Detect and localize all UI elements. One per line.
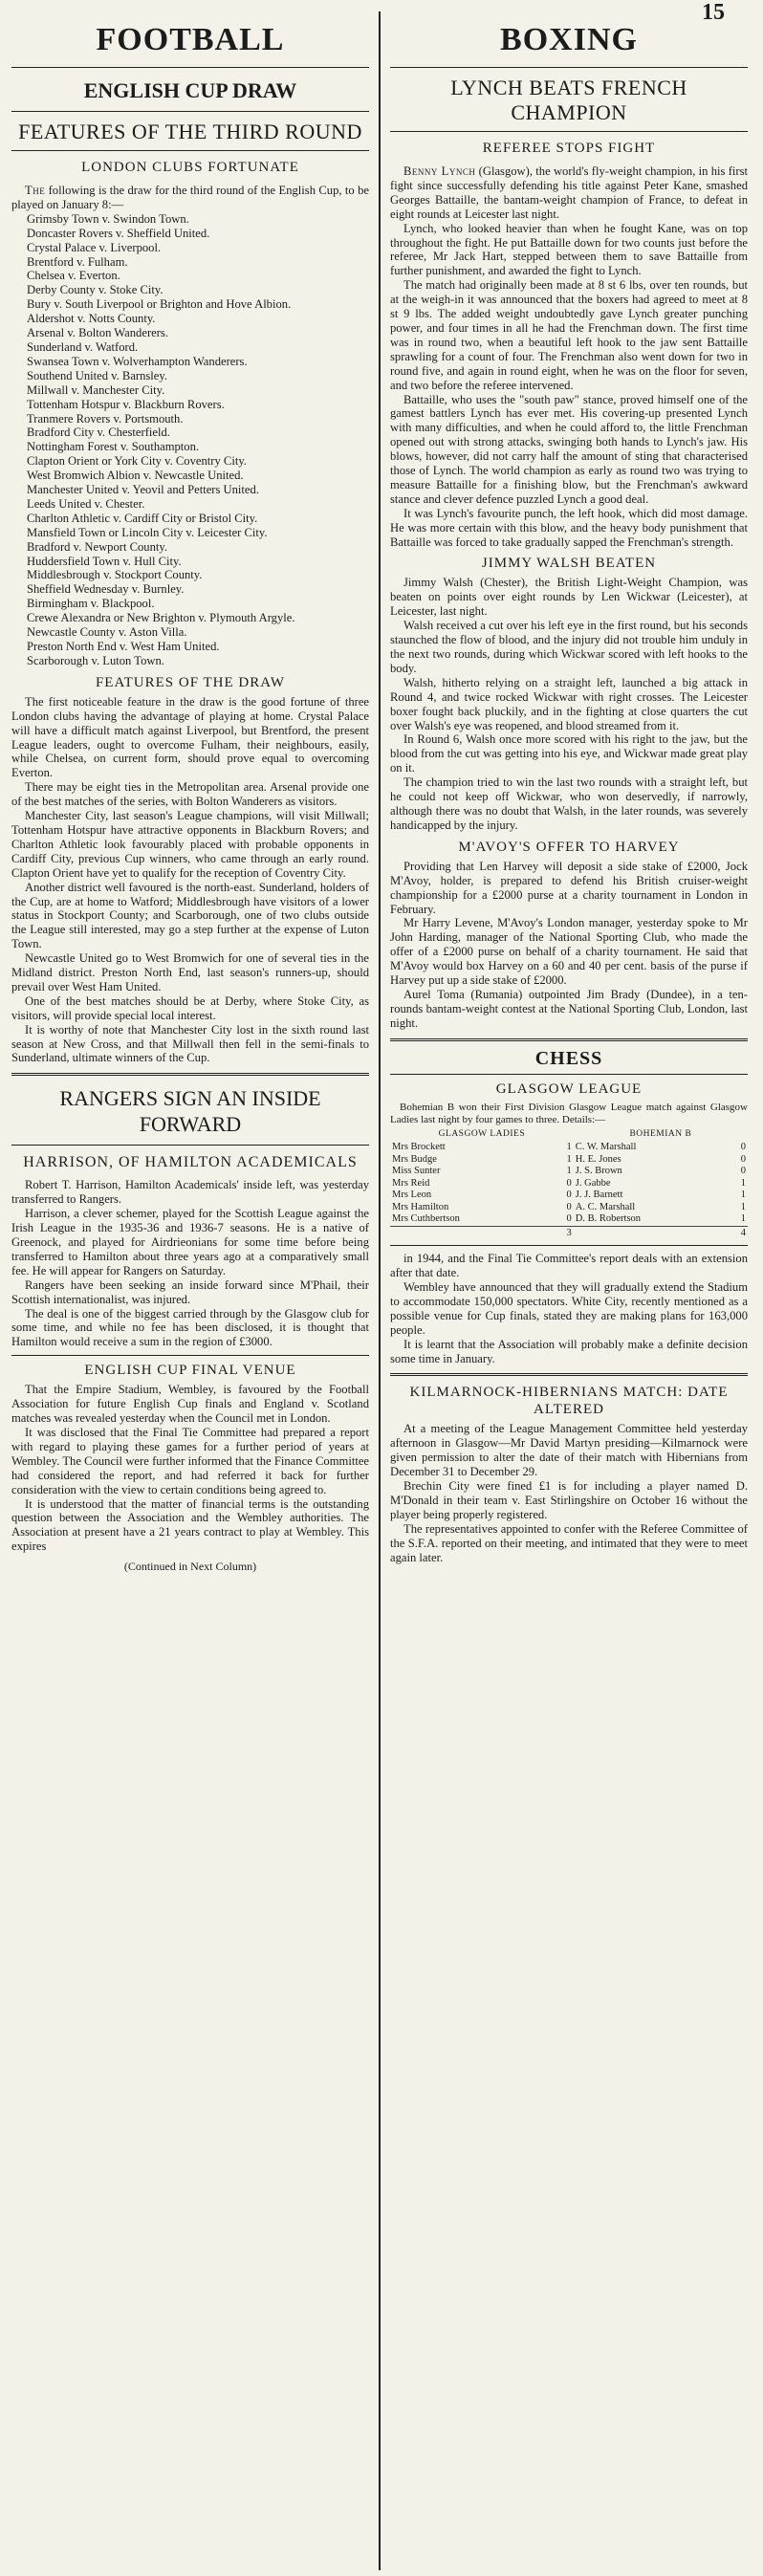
rangers-body xyxy=(11,1178,369,1349)
divider-rule xyxy=(390,67,748,68)
cup-venue-paragraph: in 1944, and the Final Tie Committee's report deals with an extension after that date. xyxy=(390,1252,748,1280)
fixture-item: Tranmere Rovers v. Portsmouth. xyxy=(27,411,184,426)
features-paragraph: The first noticeable feature in the draw is the good fortune of three London clubs having the advantage of playing at home. Crystal Palace will have a difficult match against Liverpool, but Brentford, the present League leaders, ought to overcome Fulham, their neighbours, easily, while Chelsea, on current form, should prove equal to overcoming Everton. xyxy=(11,694,369,780)
fixture-list xyxy=(11,212,369,668)
divider-rule xyxy=(390,131,748,132)
kilmarnock-paragraph: Brechin City were fined £1 is for including a player named D. M'Donald in their team v. East Stirlingshire on October 16 without the player being properly registered. xyxy=(390,1479,748,1521)
chess-score-bohemian: 1 xyxy=(740,1213,746,1225)
referee-subhead: REFEREE STOPS FIGHT xyxy=(482,141,656,156)
chess-score-ladies: 0 xyxy=(566,1201,572,1212)
lynch-paragraph: Battaille, who uses the "south paw" stance, proved himself one of the gamest battlers Lynch has ever met. His covering-up presented Lynch with many difficulties, and when he could afford to, the little Frenchman opened out with strong attacks, swinging both hands to Lynch's jaw. His blows, however, did not carry half the amount of sting that characterised those of Lynch. The world champion as early as round two was trying to measure Battaille for a finishing blow, but the Frenchman's awkward stance and clever defence puzzled Lynch a good deal. xyxy=(390,392,748,506)
right-column xyxy=(381,11,759,2570)
left-column xyxy=(0,11,379,2570)
final-venue-paragraph: It was disclosed that the Final Tie Committee had prepared a report with regard to playing these games for a further period of years at Wembley. The Council were further informed that the Finance Committee had considered the report, and had referred it back for further consideration with the view to certain conditions being agreed to. xyxy=(11,1425,369,1496)
divider-rule xyxy=(11,1073,369,1076)
lynch-body xyxy=(390,222,748,550)
kilmarnock-paragraph: At a meeting of the League Management Committee held yesterday afternoon in Glasgow—Mr David Martyn presiding—Kilmarnock were given permission to alter the date of their match with Hibernians from December 31 to December 29. xyxy=(390,1422,748,1479)
chess-row xyxy=(390,1190,748,1202)
divider-rule xyxy=(11,1145,369,1146)
chess-row xyxy=(390,1166,748,1178)
continued-note: (Continued in Next Column) xyxy=(123,1560,257,1574)
walsh-paragraph: The champion tried to win the last two rounds with a straight left, but he could not keep off Wickwar, who won deservedly, if narrowly, although there was no doubt that Walsh, in the later rounds, was severely handicapped by the injury. xyxy=(390,775,748,832)
kilmarnock-headline: KILMARNOCK-HIBERNIANS MATCH: DATE ALTERED xyxy=(409,1385,729,1418)
chess-score-ladies: 0 xyxy=(566,1177,572,1189)
football-section-title: FOOTBALL xyxy=(96,22,285,57)
chess-score-ladies: 1 xyxy=(566,1166,572,1177)
fixture-item: Manchester United v. Yeovil and Petters United. xyxy=(27,483,259,497)
walsh-body xyxy=(390,576,748,832)
divider-rule xyxy=(11,67,369,68)
chess-results-table xyxy=(390,1128,748,1240)
chess-player-bohemian: J. Gabbe xyxy=(575,1177,611,1189)
chess-row xyxy=(390,1142,748,1154)
rangers-subhead: HARRISON, OF HAMILTON ACADEMICALS xyxy=(23,1154,358,1171)
chess-player-bohemian: C. W. Marshall xyxy=(575,1142,637,1153)
fixture-item: Crystal Palace v. Liverpool. xyxy=(27,240,162,254)
chess-col-ladies: GLASGOW LADIES xyxy=(438,1128,526,1139)
fixture-item: Nottingham Forest v. Southampton. xyxy=(27,440,200,454)
mavoy-paragraph: Providing that Len Harvey will deposit a side stake of £2000, Jock M'Avoy, holder, is prepared to defend his British cruiser-weight championship for a £2000 purse at a charity tournament in London in February. xyxy=(390,859,748,916)
fixture-item: West Bromwich Albion v. Newcastle United. xyxy=(27,469,244,483)
chess-rows xyxy=(390,1142,748,1226)
fixture-item: Bury v. South Liverpool or Brighton and Hove Albion. xyxy=(27,297,292,312)
features-paragraph: There may be eight ties in the Metropolitan area. Arsenal provide one of the best matches of the series, with Bolton Wanderers as visitors. xyxy=(11,780,369,809)
fixture-item: Chelsea v. Everton. xyxy=(27,269,120,283)
chess-score-bohemian: 0 xyxy=(740,1166,746,1177)
lynch-intro xyxy=(390,164,748,222)
fixture-item: Preston North End v. West Ham United. xyxy=(27,640,220,653)
kilmarnock-paragraph: The representatives appointed to confer with the Referee Committee of the S.F.A. reported on their meeting, and intimated that they were to meet again later. xyxy=(390,1521,748,1564)
fixture-item: Crewe Alexandra or New Brighton v. Plymouth Argyle. xyxy=(27,611,295,625)
chess-player-bohemian: A. C. Marshall xyxy=(575,1201,636,1212)
kilmarnock-body xyxy=(390,1422,748,1564)
chess-col-bohemian: BOHEMIAN B xyxy=(629,1128,692,1139)
cup-venue-paragraph: Wembley have announced that they will gradually extend the Stadium to accommodate 150,000 spectators. White City, recently mentioned as a possible venue for Cup finals, stated they are making plans for 163,000 people. xyxy=(390,1279,748,1337)
chess-score-bohemian: 0 xyxy=(740,1153,746,1165)
london-clubs-subhead: LONDON CLUBS FORTUNATE xyxy=(81,160,299,175)
chess-score-ladies: 0 xyxy=(566,1213,572,1225)
features-paragraph: Newcastle United go to West Bromwich for one of several ties in the Midland district. Preston North End, last season's runners-up, should prevail over West Ham United. xyxy=(11,951,369,993)
chess-player-ladies: Mrs Leon xyxy=(392,1190,432,1201)
chess-player-bohemian: H. E. Jones xyxy=(575,1153,621,1165)
chess-player-bohemian: J. S. Brown xyxy=(575,1166,622,1177)
fixture-item: Sheffield Wednesday v. Burnley. xyxy=(27,582,185,597)
chess-score-bohemian: 1 xyxy=(740,1177,746,1189)
divider-rule xyxy=(390,1038,748,1041)
fixture-item: Scarborough v. Luton Town. xyxy=(27,653,164,667)
fixture-item: Sunderland v. Watford. xyxy=(27,339,139,354)
chess-intro: Bohemian B won their First Division Glasgow League match against Glasgow Ladies last night by four games to three. Details:— xyxy=(390,1101,748,1125)
cup-venue-paragraph: It is learnt that the Association will probably make a definite decision some time in January. xyxy=(390,1337,748,1365)
fixture-item: Aldershot v. Notts County. xyxy=(27,312,156,326)
rangers-paragraph: Robert T. Harrison, Hamilton Academicals' inside left, was yesterday transferred to Rangers. xyxy=(11,1178,369,1207)
fixture-item: Birmingham v. Blackpool. xyxy=(27,597,155,611)
chess-score-bohemian: 0 xyxy=(740,1142,746,1153)
fixture-item: Clapton Orient or York City v. Coventry City. xyxy=(27,454,247,469)
divider-rule xyxy=(11,150,369,151)
intro-text: following is the draw for the third round of the English Cup, to be played on January 8:— xyxy=(11,184,369,211)
chess-player-ladies: Mrs Budge xyxy=(392,1153,437,1165)
chess-row xyxy=(390,1213,748,1226)
mavoy-subhead: M'AVOY'S OFFER TO HARVEY xyxy=(458,839,680,855)
chess-score-bohemian: 1 xyxy=(740,1190,746,1201)
fixture-item: Leeds United v. Chester. xyxy=(27,496,145,511)
chess-row xyxy=(390,1154,748,1167)
walsh-paragraph: In Round 6, Walsh once more scored with his right to the jaw, but the blood from the cut was getting into his eye, and Wickwar made great play on it. xyxy=(390,732,748,775)
rangers-headline: RANGERS SIGN AN INSIDE FORWARD xyxy=(59,1086,321,1137)
rangers-paragraph: Rangers have been seeking an inside forward since M'Phail, their Scottish internationalist, was injured. xyxy=(11,1277,369,1306)
final-venue-body xyxy=(11,1383,369,1554)
chess-player-bohemian: J. J. Barnett xyxy=(575,1190,623,1201)
chess-player-ladies: Mrs Reid xyxy=(392,1177,430,1189)
divider-rule xyxy=(390,1245,748,1246)
mavoy-body xyxy=(390,860,748,1031)
fixture-item: Huddersfield Town v. Hull City. xyxy=(27,554,182,568)
fixture-item: Derby County v. Stoke City. xyxy=(27,283,164,297)
boxing-section-title: BOXING xyxy=(500,22,638,57)
lynch-first-text: (Glasgow), the world's fly-weight champion, in his first fight since successfully defending his title against Peter Kane, smashed Georges Battaille, the bantam-weight champion of France, to defeat in eight rounds at Leicester last night. xyxy=(390,164,748,221)
walsh-paragraph: Walsh received a cut over his left eye in the first round, but his seconds staunched the flow of blood, and the injury did not trouble him unduly in the next two rounds, during which Wickwar scored with left hooks to the body. xyxy=(390,619,748,675)
fixture-item: Charlton Athletic v. Cardiff City or Bristol City. xyxy=(27,511,258,525)
chess-total-bohemian: 4 xyxy=(574,1226,748,1239)
chess-player-ladies: Miss Sunter xyxy=(392,1166,441,1177)
page-number: 15 xyxy=(702,0,725,25)
features-paragraph: Manchester City, last season's League champions, will visit Millwall; Tottenham Hotspur have attractive opponents in Blackburn Rovers; and Charlton Athletic look favourably placed with probable opponents in Cardiff City, previous Cup winners, who came through an early round. Clapton Orient have yet to qualify for the reception of Coventry City. xyxy=(11,809,369,880)
intro-lead: The xyxy=(25,184,46,197)
draw-intro xyxy=(11,184,369,212)
rangers-paragraph: The deal is one of the biggest carried through by the Glasgow club for some time, and while no fee has been disclosed, it is thought that Hamilton would receive a sum in the region of £3000. xyxy=(11,1306,369,1349)
fixture-item: Grimsby Town v. Swindon Town. xyxy=(27,211,189,226)
glasgow-league-subhead: GLASGOW LEAGUE xyxy=(495,1081,643,1097)
chess-player-ladies: Mrs Hamilton xyxy=(392,1201,449,1212)
third-round-headline: FEATURES OF THE THIRD ROUND xyxy=(18,120,362,143)
mavoy-paragraph: Aurel Toma (Rumania) outpointed Jim Brady (Dundee), in a ten-rounds bantam-weight contest at the National Sporting Club, London, last night. xyxy=(390,987,748,1030)
fixture-item: Doncaster Rovers v. Sheffield United. xyxy=(27,226,210,240)
mavoy-paragraph: Mr Harry Levene, M'Avoy's London manager, yesterday spoke to Mr John Harding, manager of the National Sporting Club, who made the offer of a £2000 purse on behalf of a charity tournament. He said that M'Avoy would box Harvey on a 60 and 40 per cent. basis of the purse if Harvey put up a side stake of £2000. xyxy=(390,916,748,988)
features-paragraph: Another district well favoured is the north-east. Sunderland, holders of the Cup, are at home to Watford; Middlesbrough have visitors of a lower status in Stockport County; and Scarborough, one of two clubs outside the League still interested, may go a step further at the expense of Luton Town. xyxy=(11,880,369,951)
chess-row xyxy=(390,1202,748,1214)
chess-total-ladies: 3 xyxy=(390,1226,574,1239)
chess-score-bohemian: 1 xyxy=(740,1201,746,1212)
features-body xyxy=(11,695,369,1066)
divider-rule xyxy=(11,1355,369,1356)
fixture-item: Mansfield Town or Lincoln City v. Leicester City. xyxy=(27,525,268,539)
chess-section-title: CHESS xyxy=(534,1047,603,1069)
fixture-item: Swansea Town v. Wolverhampton Wanderers. xyxy=(27,354,248,368)
continued-cup-venue-body xyxy=(390,1252,748,1365)
lynch-paragraph: It was Lynch's favourite punch, the left hook, which did most damage. He was more certain with this blow, and the heavy body punishment that Battaille was forced to take gradually sapped the Frenchman's strength. xyxy=(390,506,748,549)
features-paragraph: One of the best matches should be at Derby, where Stoke City, as visitors, will provide special local interest. xyxy=(11,993,369,1022)
fixture-item: Bradford v. Newport County. xyxy=(27,539,168,554)
final-venue-subhead: ENGLISH CUP FINAL VENUE xyxy=(84,1363,296,1379)
final-venue-paragraph: That the Empire Stadium, Wembley, is favoured by the Football Association for future English Cup finals and England v. Scotland matches was revealed yesterday when the Council met in London. xyxy=(11,1383,369,1426)
fixture-item: Southend United v. Barnsley. xyxy=(27,368,168,382)
divider-rule xyxy=(390,1373,748,1376)
fixture-item: Millwall v. Manchester City. xyxy=(27,382,165,397)
walsh-subhead: JIMMY WALSH BEATEN xyxy=(481,556,657,572)
chess-player-ladies: Mrs Cuthbertson xyxy=(392,1213,460,1225)
divider-rule xyxy=(390,1074,748,1075)
cup-draw-headline: ENGLISH CUP DRAW xyxy=(83,78,297,102)
walsh-paragraph: Walsh, hitherto relying on a straight left, launched a big attack in Round 4, and twice rocked Wickwar with right crosses. The Leicester boxer fought back pluckily, and in the fighting at close quarters the cut over Walsh's eye was reopened, and blood streamed from it. xyxy=(390,675,748,732)
lynch-paragraph: Lynch, who looked heavier than when he fought Kane, was on top throughout the fight. He put Battaille down for two counts just before the referee, Mr Jack Hart, stepped between them to save Battaille from further punishment, and awarded the fight to Lynch. xyxy=(390,221,748,278)
lynch-lead: Benny Lynch xyxy=(403,164,476,178)
fixture-item: Tottenham Hotspur v. Blackburn Rovers. xyxy=(27,397,225,411)
fixture-item: Middlesbrough v. Stockport County. xyxy=(27,568,203,582)
fixture-item: Newcastle County v. Aston Villa. xyxy=(27,625,187,640)
chess-score-ladies: 1 xyxy=(566,1153,572,1165)
rangers-paragraph: Harrison, a clever schemer, played for the Scottish League against the Irish League in the 1935-36 and 1936-7 seasons. He is a native of Greenock, and played for Airdrieonians for some time before being transferred to Hamilton about three years ago at a comparatively small fee. He will appear for Rangers on Saturday. xyxy=(11,1207,369,1277)
fixture-item: Bradford City v. Chesterfield. xyxy=(27,426,170,440)
chess-player-ladies: Mrs Brockett xyxy=(392,1142,446,1153)
chess-player-bohemian: D. B. Robertson xyxy=(575,1213,642,1225)
chess-row xyxy=(390,1178,748,1190)
features-paragraph: It is worthy of note that Manchester City lost in the sixth round last season at New Cross, and that Millwall then fell in the semi-finals to Sunderland, ultimate winners of the Cup. xyxy=(11,1022,369,1065)
divider-rule xyxy=(11,111,369,112)
newspaper-page xyxy=(0,11,763,2570)
lynch-paragraph: The match had originally been made at 8 st 6 lbs, over ten rounds, but at the weigh-in it was announced that the boxers had agreed to meet at 8 st 9 lbs. The added weight undoubtedly gave Lynch greater punching power, and four times in all he had the Frenchman down. The first time was in round two, when a beautiful left hook to the jaw sent Battaille sprawling for a count of four. The Frenchman also went down for two in round five, and again in round eight, when he was on the floor for seven, and two before the referee intervened. xyxy=(390,278,748,392)
chess-score-ladies: 1 xyxy=(566,1142,572,1153)
final-venue-paragraph: It is understood that the matter of financial terms is the outstanding question between the Association and the Wembley authorities. The Association at present have a 21 years contract to play at Wembley. This expires xyxy=(11,1496,369,1554)
features-subhead: FEATURES OF THE DRAW xyxy=(95,674,286,690)
chess-score-ladies: 0 xyxy=(566,1190,572,1201)
fixture-item: Arsenal v. Bolton Wanderers. xyxy=(27,326,168,340)
lynch-headline: LYNCH BEATS FRENCH CHAMPION xyxy=(450,76,687,124)
fixture-item: Brentford v. Fulham. xyxy=(27,254,128,269)
walsh-paragraph: Jimmy Walsh (Chester), the British Light-Weight Champion, was beaten on points over eight rounds by Len Wickwar (Leicester), at Leicester, last night. xyxy=(390,576,748,619)
